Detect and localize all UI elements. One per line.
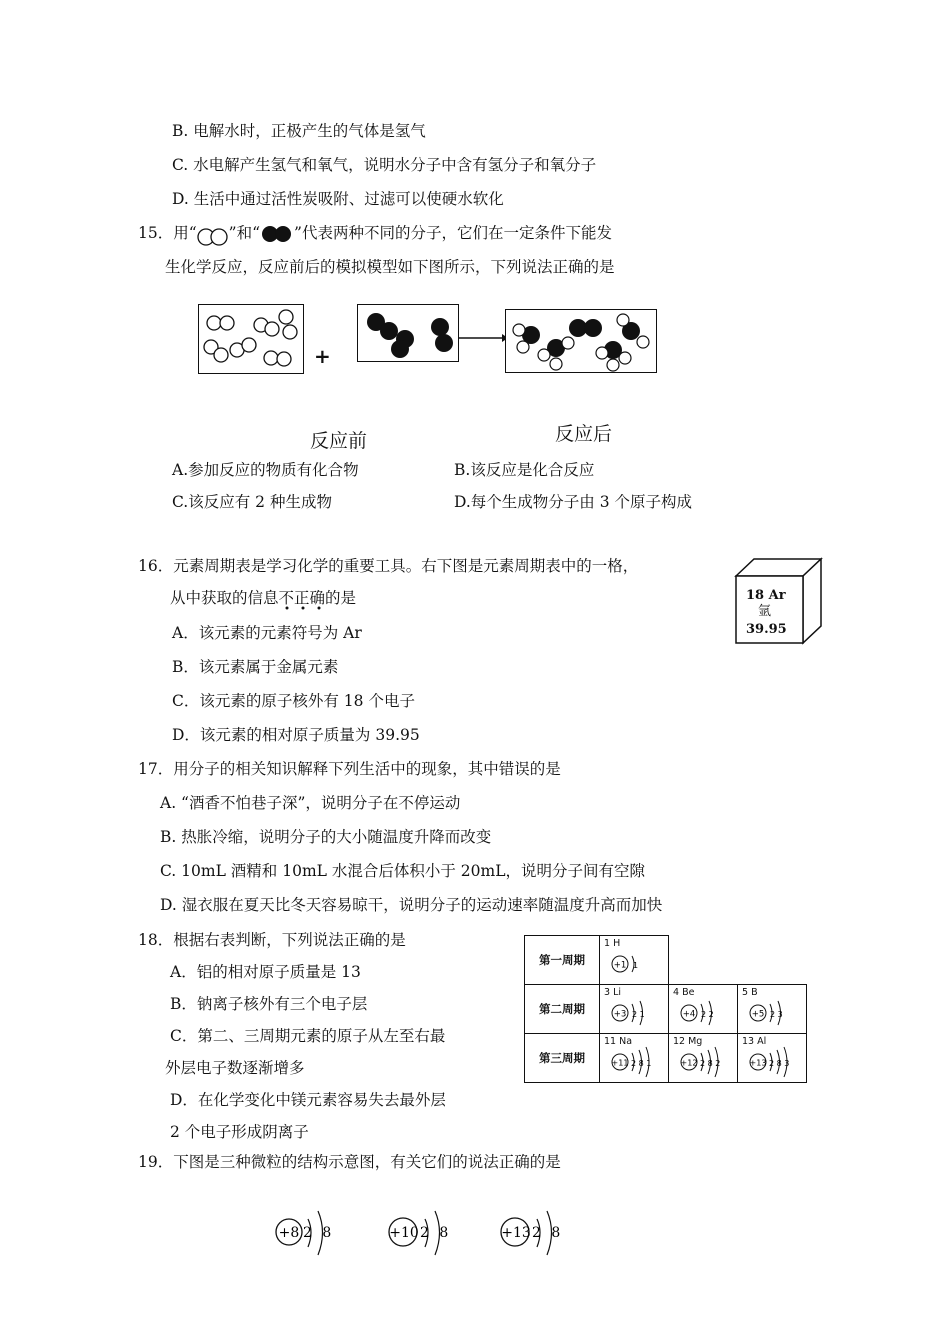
- svg-text:2 1: 2 1: [632, 1010, 645, 1019]
- svg-text:+3: +3: [613, 1009, 627, 1020]
- emphasis-dots: 不正确: [279, 589, 326, 607]
- atom-diagram-b: [746, 999, 806, 1029]
- q16-option-b: B．该元素属于金属元素: [172, 658, 339, 676]
- label-before: 反应前: [310, 430, 368, 452]
- periodic-table: [524, 935, 807, 1083]
- q17-option-c: C. 10mL 酒精和 10mL 水混合后体积小于 20mL，说明分子间有空隙: [160, 862, 646, 880]
- element-cell-be: 4 Be +4 2 2: [669, 985, 738, 1034]
- row-header: 第二周期: [525, 985, 600, 1034]
- q15-option-a: A.参加反应的物质有化合物: [172, 461, 359, 479]
- before-box-black: [357, 304, 459, 362]
- arrow-icon: [458, 333, 508, 343]
- svg-text:+1: +1: [613, 960, 627, 971]
- atom-diagram-li: [608, 999, 668, 1029]
- q17-stem: 17．用分子的相关知识解释下列生活中的现象，其中错误的是: [138, 760, 561, 778]
- element-cell-mg: 12 Mg +12 2 8 2: [669, 1034, 738, 1083]
- row-header: 第三周期: [525, 1034, 600, 1083]
- q18-option-d-line2: 2 个电子形成阴离子: [170, 1123, 309, 1141]
- q16-option-a: A．该元素的元素符号为 Ar: [172, 624, 362, 642]
- svg-text:+11: +11: [611, 1058, 629, 1068]
- atom-diagram-mg: [677, 1048, 737, 1078]
- q15-stem-line2: 生化学反应，反应前后的模拟模型如下图所示，下列说法正确的是: [165, 258, 615, 276]
- particle-diagram-3: [497, 1203, 587, 1263]
- svg-text:2 8: 2 8: [420, 1225, 452, 1241]
- svg-text:+10: +10: [389, 1225, 419, 1241]
- q17-option-a: A. “酒香不怕巷子深”，说明分子在不停运动: [160, 794, 461, 812]
- atom-diagram-na: [608, 1048, 668, 1078]
- svg-text:+12: +12: [680, 1058, 698, 1068]
- q18-option-c: C．第二、三周期元素的原子从左至右最: [170, 1027, 446, 1045]
- q15-option-d: D.每个生成物分子由 3 个原子构成: [454, 493, 693, 511]
- element-cell-li: 3 Li +3 2 1: [600, 985, 669, 1034]
- svg-text:2 8 2: 2 8 2: [700, 1059, 721, 1068]
- q17-option-b: B. 热胀冷缩，说明分子的大小随温度升降而改变: [160, 828, 492, 846]
- element-cell-na: 11 Na +11 2 8 1: [600, 1034, 669, 1083]
- svg-text:+4: +4: [682, 1009, 696, 1020]
- svg-text:+8: +8: [278, 1225, 300, 1241]
- q16-stem-line2: 从中获取的信息不正确 的是: [170, 588, 356, 608]
- before-box-white: [198, 304, 304, 374]
- q14-option-b: B. 电解水时，正极产生的气体是氢气: [172, 122, 426, 140]
- svg-text:2 8: 2 8: [303, 1225, 335, 1241]
- element-cell-h: 1 H +1 1: [600, 936, 669, 985]
- q18-option-d: D．在化学变化中镁元素容易失去最外层: [170, 1091, 446, 1109]
- q16-option-d: D．该元素的相对原子质量为 39.95: [172, 726, 420, 744]
- q15-option-b: B.该反应是化合反应: [454, 461, 595, 479]
- q18-option-c-line2: 外层电子数逐渐增多: [165, 1059, 305, 1077]
- q18-option-b: B．钠离子核外有三个电子层: [170, 995, 368, 1013]
- particle-diagram-1: [272, 1203, 352, 1263]
- particle-diagram-2: [385, 1203, 475, 1263]
- svg-text:2 3: 2 3: [770, 1010, 783, 1019]
- svg-text:2 2: 2 2: [701, 1010, 714, 1019]
- q15-option-c: C.该反应有 2 种生成物: [172, 493, 332, 511]
- row-header: 第一周期: [525, 936, 600, 985]
- svg-text:+13: +13: [501, 1225, 531, 1241]
- q16-stem: 16．元素周期表是学习化学的重要工具。右下图是元素周期表中的一格，: [138, 557, 639, 575]
- cell-mass: 39.95: [746, 622, 787, 637]
- white-molecule-icon: [197, 224, 229, 238]
- atom-diagram-al: [746, 1048, 806, 1078]
- cell-name: 氩: [758, 604, 772, 619]
- label-after: 反应后: [555, 423, 613, 445]
- svg-text:+5: +5: [751, 1009, 765, 1020]
- svg-text:2 8 3: 2 8 3: [769, 1059, 790, 1068]
- after-box: [505, 309, 657, 373]
- plus-sign: +: [314, 344, 331, 368]
- q16-option-c: C．该元素的原子核外有 18 个电子: [172, 692, 415, 710]
- cell-number-symbol: 18 Ar: [746, 588, 786, 603]
- svg-text:1: 1: [633, 961, 639, 970]
- svg-text:+13: +13: [749, 1058, 767, 1068]
- q18-option-a: A．铝的相对原子质量是 13: [170, 963, 361, 981]
- q14-option-c: C. 水电解产生氢气和氧气，说明水分子中含有氢分子和氧分子: [172, 156, 597, 174]
- q15-stem: 15．用“ ”和“ ”代表两种不同的分子，它们在一定条件下能发: [138, 223, 612, 243]
- svg-text:2 8 1: 2 8 1: [631, 1059, 652, 1068]
- black-molecule-icon: [260, 224, 294, 238]
- atom-diagram-be: [677, 999, 737, 1029]
- q18-stem: 18．根据右表判断，下列说法正确的是: [138, 931, 406, 949]
- atom-diagram-h: [608, 950, 668, 980]
- q19-stem: 19．下图是三种微粒的结构示意图，有关它们的说法正确的是: [138, 1153, 561, 1171]
- element-cell-al: 13 Al +13 2 8 3: [738, 1034, 807, 1083]
- svg-text:2 8: 2 8: [532, 1225, 564, 1241]
- q17-option-d: D. 湿衣服在夏天比冬天容易晾干，说明分子的运动速率随温度升高而加快: [160, 896, 663, 914]
- q14-option-d: D. 生活中通过活性炭吸附、过滤可以使硬水软化: [172, 190, 504, 208]
- element-cell-b: 5 B +5 2 3: [738, 985, 807, 1034]
